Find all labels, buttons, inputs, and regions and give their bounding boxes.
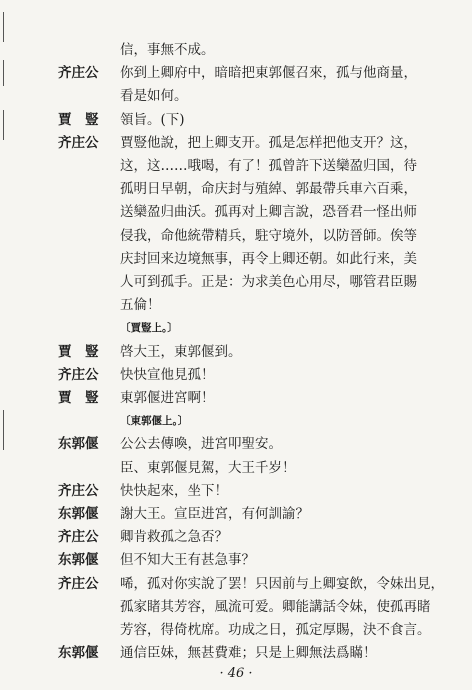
dialogue-line [0, 340, 472, 364]
dialogue-text: 快快起來，坐下！ [120, 482, 228, 499]
dialogue-line [0, 84, 472, 108]
dialogue-text: 庆封回来边境無事，再令上卿还朝。如此行来，美 [120, 250, 417, 267]
dialogue-line [0, 502, 472, 526]
dialogue-text: 看是如何。 [120, 88, 188, 105]
dialogue-text: 公公去傳喚，进宮叩聖安。 [120, 436, 282, 453]
dialogue-line [0, 595, 472, 619]
speaker-name: 賈 豎 [58, 111, 99, 128]
dialogue-line [0, 108, 472, 132]
dialogue-text: 信，事無不成。 [120, 42, 215, 58]
dialogue-line [0, 293, 472, 317]
dialogue-text: 孤家睹其芳容，風流可爱。卿能講話令妹，使孤再睹 [120, 598, 431, 615]
speaker-name: 齐庄公 [58, 529, 99, 546]
dialogue-line [0, 61, 472, 85]
dialogue-text: 賈豎他說，把上卿支开。孤是怎样把他支开？这， [120, 134, 417, 151]
dialogue-text: 芳容，得倚枕席。功成之日，孤定厚賜，決不食言。 [120, 622, 431, 638]
speaker-name: 賈 豎 [58, 390, 99, 406]
dialogue-line [0, 200, 472, 224]
speaker-name: 齐庄公 [58, 134, 99, 151]
dialogue-line [0, 247, 472, 271]
dialogue-line [0, 618, 472, 642]
dialogue-line [0, 386, 472, 410]
dialogue-text: 領旨。(下) [120, 111, 185, 128]
dialogue-text: 但不知大王有甚急事？ [120, 552, 255, 569]
dialogue-text: 送欒盈归曲沃。孤再对上卿言說，恐晉君一怪出师 [120, 204, 417, 221]
dialogue-text: 人可到孤手。正是：为求美色心用尽，哪管君臣賜 [120, 274, 417, 290]
speaker-name: 賈 豎 [58, 343, 99, 360]
dialogue-line [0, 224, 472, 248]
dialogue-text: 啓大王，東郭偃到。 [120, 343, 242, 360]
dialogue-text: 通信臣妹，無甚費难；只是上卿無法爲瞞！ [120, 645, 377, 662]
dialogue-line [0, 641, 472, 665]
dialogue-line [0, 479, 472, 503]
stage-direction [0, 316, 472, 340]
dialogue-line [0, 154, 472, 178]
speaker-name: 东郭偃 [58, 645, 99, 662]
speaker-name: 齐庄公 [58, 65, 99, 82]
speaker-name: 齐庄公 [58, 366, 99, 383]
speaker-name: 东郭偃 [58, 552, 99, 569]
dialogue-line [0, 270, 472, 294]
dialogue-line [0, 38, 472, 62]
dialogue-line [0, 363, 472, 387]
dialogue-text: 謝大王。宣臣进宮，有何訓諭？ [120, 506, 309, 522]
dialogue-line [0, 548, 472, 572]
dialogue-text: 快快宣他見孤！ [120, 366, 215, 383]
dialogue-text: 唏，孤对你实說了罢！只因前与上卿宴飲，令妹出見， [120, 575, 444, 592]
dialogue-text: 侵我，命他統帶精兵，駐守境外，以防晉師。俟等 [120, 227, 417, 244]
dialogue-text: 孤明日早朝，命庆封与殖綽、郭最帶兵車六百乘， [120, 181, 417, 198]
dialogue-text: 東郭偃进宮啊！ [120, 390, 215, 406]
dialogue-line [0, 432, 472, 456]
page-number: · 46 · [219, 666, 253, 682]
dialogue-text: 这，这……哦喝，有了！孤曾許下送欒盈归国，待 [120, 158, 417, 174]
speaker-name: 齐庄公 [58, 575, 99, 592]
speaker-name: 东郭偃 [58, 436, 99, 453]
dialogue-text: 卿肯救孤之急否？ [120, 529, 228, 546]
speaker-name: 东郭偃 [58, 506, 99, 522]
dialogue-line [0, 456, 472, 480]
stage-direction-text: 〔東郭偃上。〕 [120, 415, 189, 428]
dialogue-text: 臣、東郭偃見駕，大王千岁！ [120, 459, 296, 476]
speaker-name: 齐庄公 [58, 482, 99, 499]
stage-direction-text: 〔賈豎上。〕 [120, 322, 178, 335]
dialogue-line [0, 131, 472, 155]
dialogue-text: 五倫！ [120, 297, 161, 314]
dialogue-line [0, 177, 472, 201]
dialogue-line [0, 525, 472, 549]
stage-direction [0, 409, 472, 433]
dialogue-line [0, 572, 472, 596]
dialogue-text: 你到上卿府中，暗暗把東郭偃召來，孤与他商量， [120, 65, 417, 82]
